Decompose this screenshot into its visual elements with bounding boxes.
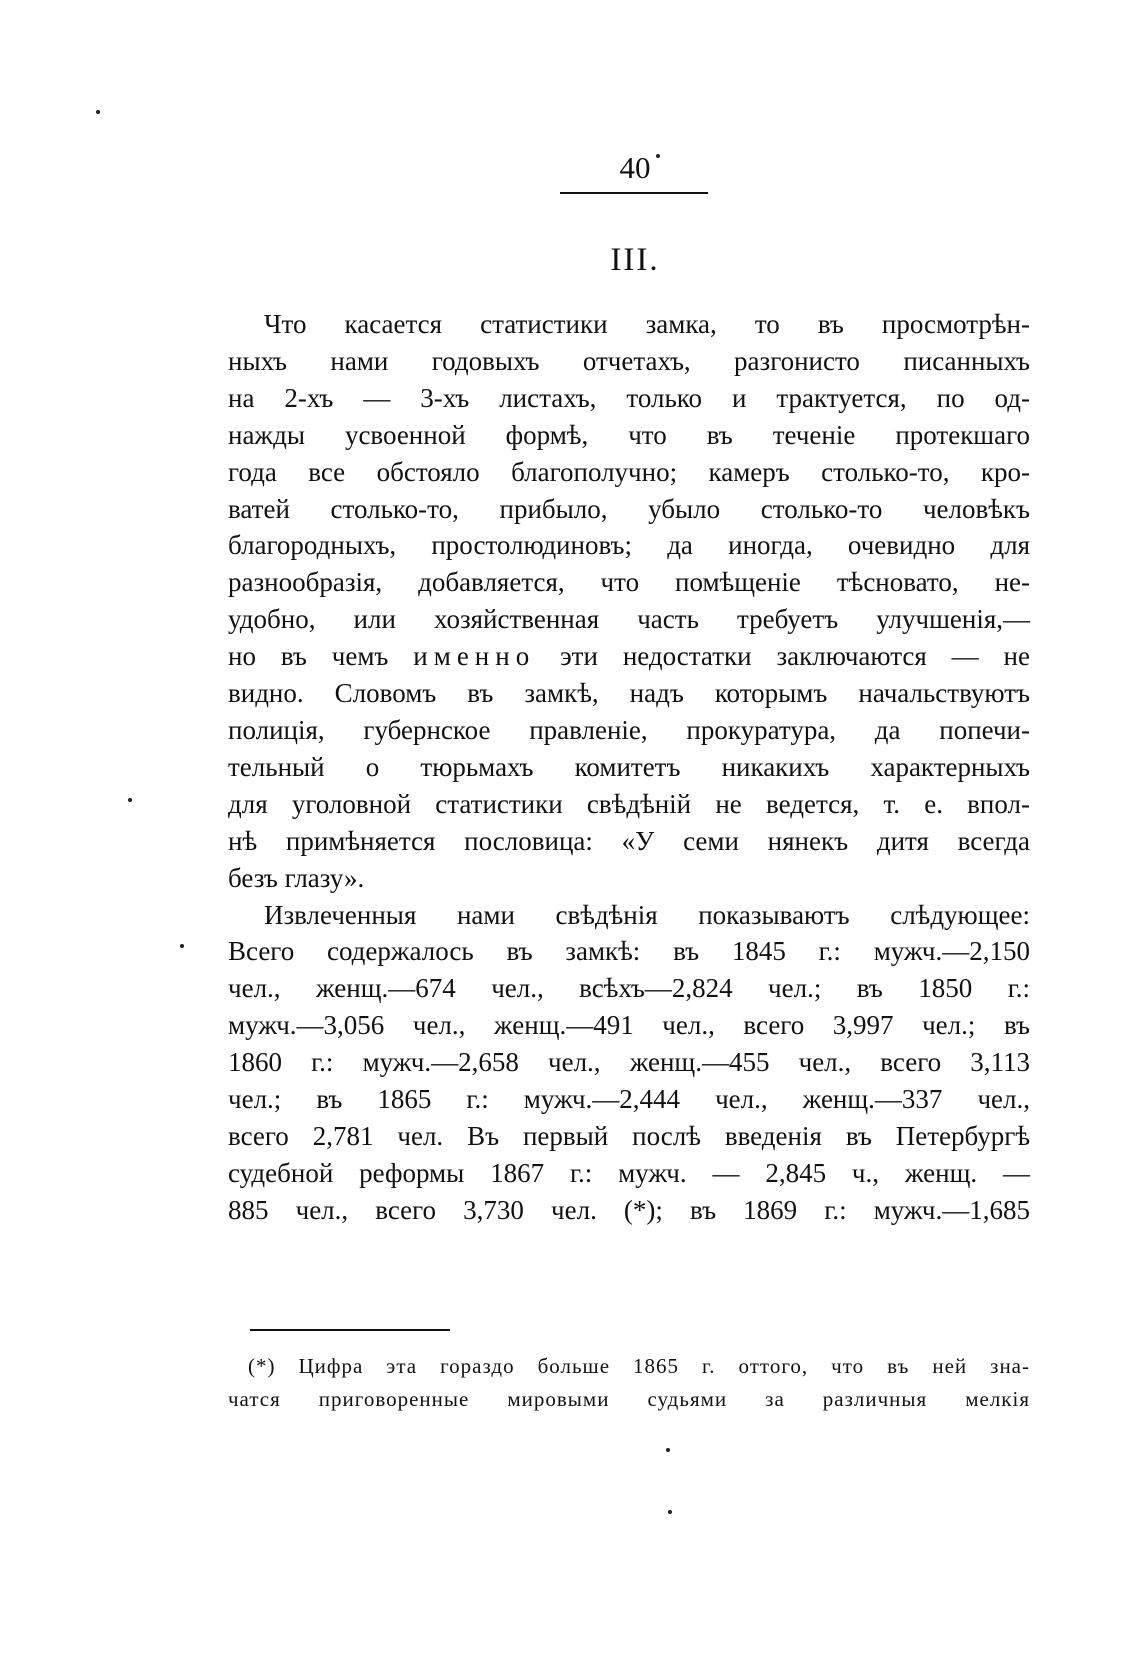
scan-speck [666,1448,670,1452]
text-line: 885 чел., всего 3,730 чел. (*); въ 1869 г.: мужч.—1,685 [228,1194,1030,1225]
chapter-heading: III. [610,242,660,278]
text-line: судебной реформы 1867 г.: мужч. — 2,845 ч., женщ. — [228,1157,1030,1188]
scan-speck [656,154,660,158]
text-line: благородныхъ, простолюдиновъ; да иногда, очевидно для [228,530,1030,561]
paragraph-figures [228,897,1030,1229]
page-number: 40 [619,150,651,185]
text-line: года все обстояло благополучно; камеръ столько-то, кро- [228,456,1030,487]
text-line: видно. Словомъ въ замкѣ, надъ которымъ начальствуютъ [228,678,1030,709]
text-line: нѣ примѣняется пословица: «У семи нянекъ дитя всегда [228,825,1030,856]
text-line: разнообразія, добавляется, что помѣщеніе тѣсновато, не- [228,567,1030,598]
text-line: на 2-хъ — 3-хъ листахъ, только и трактуется, по од- [228,382,1030,413]
text-fragment: но въ чемъ [228,641,414,672]
text-line: чел.; въ 1865 г.: мужч.—2,444 чел., женщ.—337 чел., [228,1084,1030,1115]
text-line: безъ глазу». [228,862,365,893]
main-text [228,306,1030,1229]
footnote-line: (*) Цифра эта гораздо больше 1865 г. оттого, что въ ней зна- [248,1354,1030,1378]
text-line: нажды усвоенной формѣ, что въ теченіе протекшаго [228,419,1030,450]
paragraph-statistics [228,306,1030,897]
text-line: ватей столько-то, прибыло, убыло столько-то человѣкъ [228,493,1030,524]
text-line: удобно, или хозяйственная часть требуетъ улучшенія,— [228,604,1030,635]
text-line: 1860 г.: мужч.—2,658 чел., женщ.—455 чел., всего 3,113 [228,1047,1030,1078]
footnote [228,1350,1030,1416]
text-line: для уголовной статистики свѣдѣній не ведется, т. е. впол- [228,788,1030,819]
scan-speck [668,1510,672,1514]
spaced-emphasis-word: именно [413,641,536,672]
text-fragment: эти недостатки заключаются — не [535,641,1030,672]
text-line: Извлеченныя нами свѣдѣнія показываютъ слѣдующее: [264,899,1030,930]
text-line: мужч.—3,056 чел., женщ.—491 чел., всего 3,997 чел.; въ [228,1010,1030,1041]
text-line: всего 2,781 чел. Въ первый послѣ введенія въ Петербургѣ [228,1120,1030,1151]
text-line: Всего содержалось въ замкѣ: въ 1845 г.: мужч.—2,150 [228,936,1030,967]
scan-speck [128,798,132,802]
text-line: чел., женщ.—674 чел., всѣхъ—2,824 чел.; въ 1850 г.: [228,973,1030,1004]
text-line-emphasis [228,638,1030,675]
footnote-line: чатся приговоренные мировыми судьями за различныя мелкія [228,1387,1030,1411]
page-number-rule [560,192,708,194]
text-line: тельный о тюрьмахъ комитетъ никакихъ характерныхъ [228,751,1030,782]
text-line: Что касается статистики замка, то въ просмотрѣн- [264,309,1030,339]
scan-speck [180,944,184,948]
text-line: полиція, губернское правленіе, прокуратура, да попечи- [228,714,1030,745]
text-line: ныхъ нами годовыхъ отчетахъ, разгонисто писанныхъ [228,345,1030,376]
footnote-separator [250,1329,450,1331]
scan-speck [96,110,100,114]
